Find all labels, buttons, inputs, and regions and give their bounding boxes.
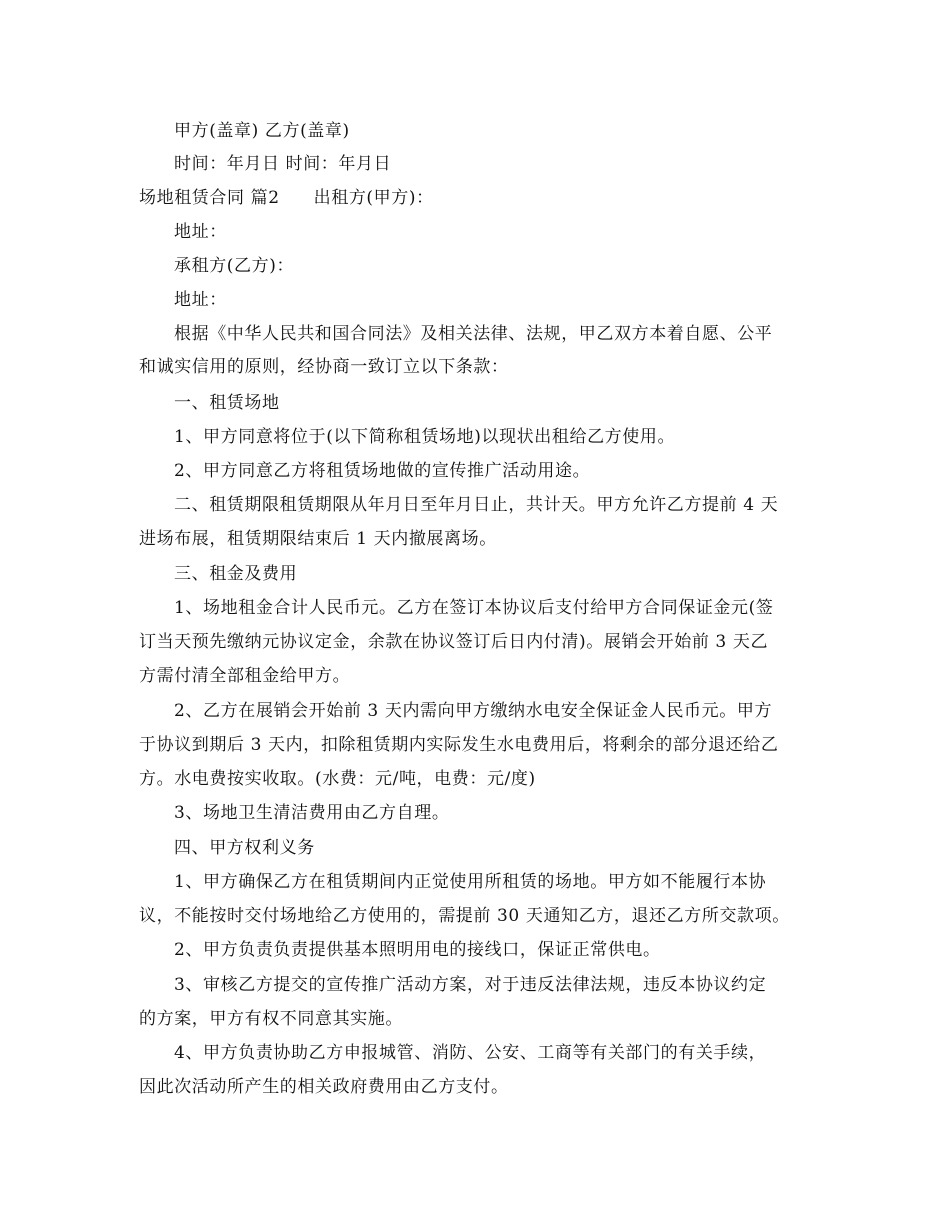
signature-parties: 甲方(盖章) 乙方(盖章) (174, 121, 350, 141)
clause-4-1-line-1: 1、甲方确保乙方在租赁期间内正觉使用所租赁的场地。甲方如不能履行本协 (174, 872, 767, 892)
section-heading-line (139, 187, 819, 209)
clause-4-1-line-2: 议，不能按时交付场地给乙方使用的，需提前 30 天通知乙方，退还乙方所交款项。 (139, 906, 790, 926)
clause-1-2: 2、甲方同意乙方将租赁场地做的宣传推广活动用途。 (174, 461, 591, 481)
preamble-line-2: 和诚实信用的原则，经协商一致订立以下条款： (139, 357, 509, 377)
section-title: 场地租赁合同 篇2 (139, 188, 280, 208)
heading-lessor-rights: 四、甲方权利义务 (174, 838, 315, 858)
clause-3-3: 3、场地卫生清洁费用由乙方自理。 (174, 803, 450, 823)
lessee-address: 地址： (174, 290, 227, 310)
lessor-label: 出租方(甲方)： (313, 188, 434, 208)
clause-4-3-line-2: 的方案，甲方有权不同意其实施。 (139, 1009, 403, 1029)
heading-rent-and-fees: 三、租金及费用 (174, 564, 298, 584)
clause-3-1-line-1: 1、场地租金合计人民币元。乙方在签订本协议后支付给甲方合同保证金元(签 (174, 598, 774, 618)
preamble-line-1: 根据《中华人民共和国合同法》及相关法律、法规，甲乙双方本着自愿、公平 (174, 324, 773, 344)
heading-rental-site: 一、租赁场地 (174, 393, 280, 413)
clause-3-2-line-2: 于协议到期后 3 天内，扣除租赁期内实际发生水电费用后，将剩余的部分退还给乙 (139, 735, 779, 755)
clause-1-1: 1、甲方同意将位于(以下简称租赁场地)以现状出租给乙方使用。 (174, 427, 676, 447)
clause-3-2-line-3: 方。水电费按实收取。(水费：元/吨，电费：元/度) (139, 769, 536, 789)
clause-4-2: 2、甲方负责负责提供基本照明用电的接线口，保证正常供电。 (174, 940, 661, 960)
clause-3-2-line-1: 2、乙方在展销会开始前 3 天内需向甲方缴纳水电安全保证金人民币元。甲方 (174, 701, 773, 721)
clause-4-4-line-1: 4、甲方负责协助乙方申报城管、消防、公安、工商等有关部门的有关手续， (174, 1043, 767, 1063)
clause-4-4-line-2: 因此次活动所产生的相关政府费用由乙方支付。 (139, 1077, 509, 1097)
lessee-label: 承租方(乙方)： (174, 256, 295, 276)
heading-rental-term-line-2: 进场布展，租赁期限结束后 1 天内撤展离场。 (139, 529, 497, 549)
clause-3-1-line-2: 订当天预先缴纳元协议定金，余款在协议签订后日内付清)。展销会开始前 3 天乙 (139, 632, 769, 652)
clause-3-1-line-3: 方需付清全部租金给甲方。 (139, 666, 351, 686)
signature-dates: 时间：年月日 时间：年月日 (174, 154, 392, 174)
lessor-address: 地址： (174, 222, 227, 242)
heading-rental-term-line-1: 二、租赁期限租赁期限从年月日至年月日止，共计天。甲方允许乙方提前 4 天 (174, 495, 779, 515)
clause-4-3-line-1: 3、审核乙方提交的宣传推广活动方案，对于违反法律法规，违反本协议约定 (174, 975, 767, 995)
